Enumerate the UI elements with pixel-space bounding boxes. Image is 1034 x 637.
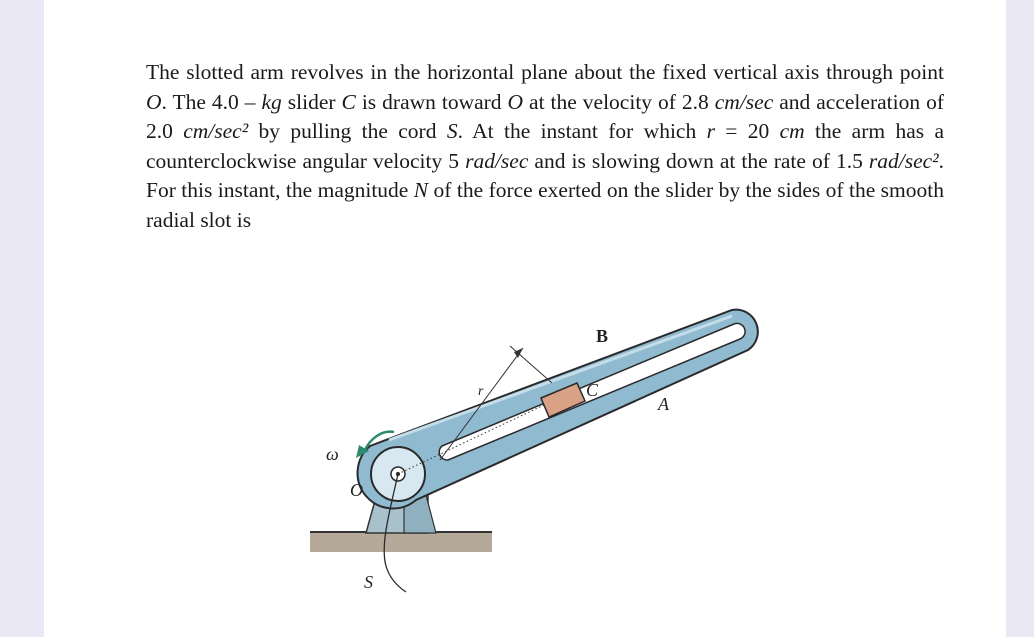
page — [44, 0, 1006, 637]
problem-statement: The slotted arm revolves in the horizontal plane about the fixed vertical axis through point O. The 4.0 – kg slider C is drawn toward O at the velocity of 2.8 cm/sec and acceleration of 2.0 cm/sec² by pulling the cord S. At the instant for which r = 20 cm the arm has a counterclockwise angular velocity 5 rad/sec and is slowing down at the rate of 1.5 rad/sec². For this instant, the magnitude N of the force exerted on the slider by the sides of the smooth radial slot is — [146, 60, 944, 232]
label-s: S — [364, 572, 373, 592]
r-extension-line — [510, 346, 552, 383]
ground — [310, 532, 492, 552]
point-o: O — [146, 89, 162, 114]
label-b: B — [596, 326, 609, 346]
label-c: C — [586, 380, 599, 400]
label-omega: ω — [326, 444, 339, 464]
label-r: r — [478, 384, 484, 399]
label-a: A — [658, 394, 669, 414]
slotted-arm-figure — [44, 0, 1006, 637]
label-o: O — [350, 480, 363, 500]
